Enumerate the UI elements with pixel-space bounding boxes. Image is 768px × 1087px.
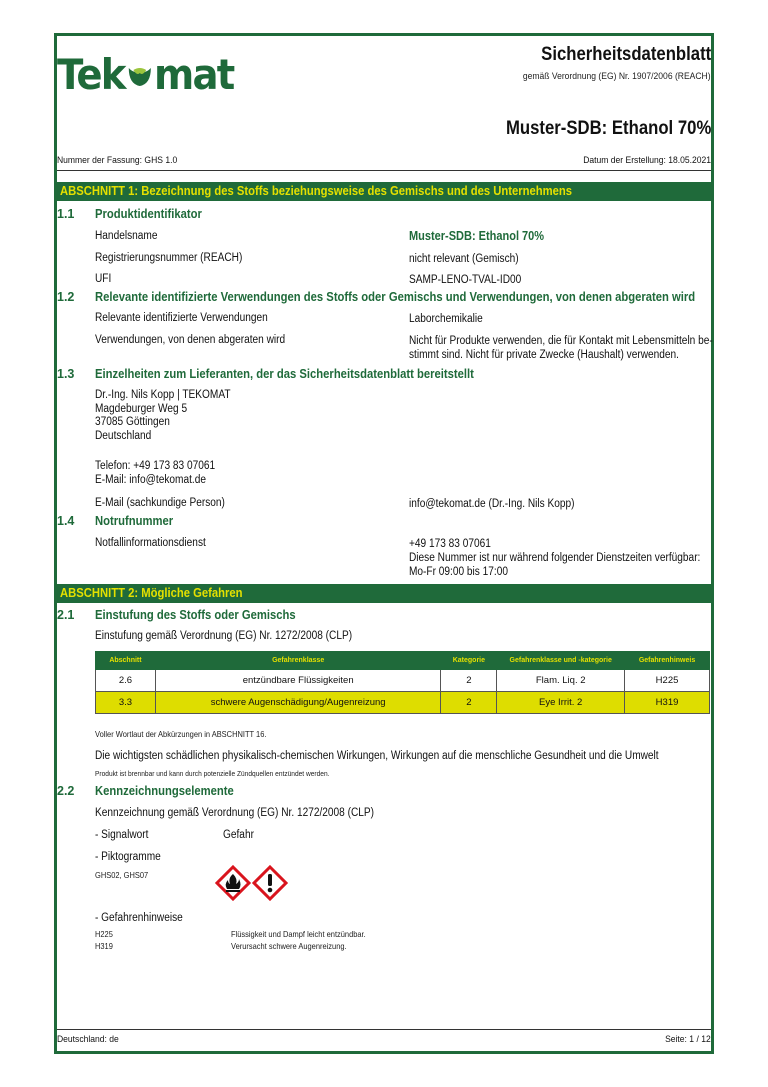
uses-advised-against-value-line1: Nicht für Produkte verwenden, die für Kontakt mit Lebensmitteln be- [409, 335, 713, 347]
address-line: Deutschland [95, 429, 152, 442]
table-header-row [96, 652, 710, 670]
supplier-phone: Telefon: +49 173 83 07061 [95, 460, 216, 472]
column-header: Gefahrenhinweis [625, 652, 710, 670]
ufi-label: UFI [95, 273, 112, 285]
exclamation-icon [252, 865, 288, 901]
table-cell: H319 [625, 692, 710, 714]
ufi-value: SAMP-LENO-TVAL-ID00 [409, 274, 522, 286]
hazard-text: Verursacht schwere Augenreizung. [231, 941, 347, 951]
trade-name-value: Muster-SDB: Ethanol 70% [409, 229, 545, 243]
table-row [96, 670, 710, 692]
column-header: Gefahrenklasse [155, 652, 441, 670]
subsection-2-1: 2.1 Einstufung des Stoffs oder Gemischs [57, 608, 296, 622]
expert-email-value[interactable]: info@tekomat.de (Dr.-Ing. Nils Kopp) [409, 498, 575, 510]
table-cell: 2 [441, 670, 497, 692]
address-line: Dr.-Ing. Nils Kopp | TEKOMAT [95, 389, 231, 401]
column-header: Abschnitt [96, 652, 156, 670]
footer-country: Deutschland: de [57, 1034, 119, 1045]
uses-advised-against-value-line2: stimmt sind. Nicht für private Zwecke (Haushalt) verwenden. [409, 349, 679, 361]
footer-divider [57, 1029, 711, 1030]
hazard-statements-label: - Gefahrenhinweise [95, 912, 183, 924]
pictogram-codes: GHS02, GHS07 [95, 870, 149, 880]
table-cell: 3.3 [96, 692, 156, 714]
pictograms-label: - Piktogramme [95, 851, 161, 863]
table-cell: Eye Irrit. 2 [497, 692, 625, 714]
adverse-effects-title: Die wichtigsten schädlichen physikalisch-chemischen Wirkungen, Wirkungen auf die menschliche Gesundheit und die Umwelt [95, 750, 659, 762]
emergency-phone: +49 173 83 07061 [409, 538, 491, 550]
identified-uses-value: Laborchemikalie [409, 313, 483, 325]
header-divider [57, 170, 711, 171]
supplier-contact [95, 460, 215, 487]
reach-number-label: Registrierungsnummer (REACH) [95, 252, 243, 264]
emergency-hours: Mo-Fr 09:00 bis 17:00 [409, 566, 509, 578]
column-header: Kategorie [441, 652, 497, 670]
subsection-1-1: 1.1 Produktidentifikator [57, 207, 202, 221]
creation-date: Datum der Erstellung: 18.05.2021 [583, 155, 711, 166]
flame-icon [215, 865, 251, 901]
adverse-effects-text: Produkt ist brennbar und kann durch potenzielle Zündquellen entzündet werden. [95, 769, 330, 778]
supplier-address [95, 389, 231, 443]
table-cell: 2 [441, 692, 497, 714]
column-header: Gefahrenklasse und -kategorie [497, 652, 625, 670]
table-cell: 2.6 [96, 670, 156, 692]
subsection-1-3: 1.3 Einzelheiten zum Lieferanten, der das Sicherheitsdatenblatt bereitstellt [57, 367, 474, 381]
subsection-1-2: 1.2 Relevante identifizierte Verwendungen des Stoffs oder Gemischs und Verwendungen, von denen abgeraten wird [57, 290, 696, 304]
hazard-classification-table [95, 651, 710, 714]
table-cell: Flam. Liq. 2 [497, 670, 625, 692]
reach-number-value: nicht relevant (Gemisch) [409, 253, 519, 265]
address-line: Magdeburger Weg 5 [95, 402, 188, 415]
address-line: 37085 Göttingen [95, 416, 170, 428]
hazard-code: H319 [95, 941, 113, 951]
signal-word-label: - Signalwort [95, 829, 149, 841]
abbreviation-note: Voller Wortlaut der Abkürzungen in ABSCHNITT 16. [95, 729, 267, 739]
version-number: Nummer der Fassung: GHS 1.0 [57, 155, 178, 166]
expert-email-label: E-Mail (sachkundige Person) [95, 497, 225, 509]
classification-intro: Einstufung gemäß Verordnung (EG) Nr. 1272/2008 (CLP) [95, 630, 353, 642]
identified-uses-label: Relevante identifizierte Verwendungen [95, 312, 268, 324]
hazard-code: H225 [95, 929, 113, 939]
supplier-email[interactable]: E-Mail: info@tekomat.de [95, 473, 206, 486]
section-1-header: ABSCHNITT 1: Bezeichnung des Stoffs beziehungsweise des Gemischs und des Unternehmens [57, 182, 711, 201]
section-2-header: ABSCHNITT 2: Mögliche Gefahren [57, 584, 711, 603]
document-title: Sicherheitsdatenblatt [540, 44, 711, 65]
logo-leaf-icon [126, 60, 154, 90]
ghs-pictograms [215, 865, 288, 901]
table-cell: H225 [625, 670, 710, 692]
signal-word-value: Gefahr [223, 829, 254, 841]
table-cell: entzündbare Flüssigkeiten [155, 670, 441, 692]
trade-name-label: Handelsname [95, 230, 158, 242]
subsection-1-4: 1.4 Notrufnummer [57, 514, 174, 528]
uses-advised-against-label: Verwendungen, von denen abgeraten wird [95, 334, 286, 346]
table-cell: schwere Augenschädigung/Augenreizung [155, 692, 441, 714]
labelling-intro: Kennzeichnung gemäß Verordnung (EG) Nr. 1272/2008 (CLP) [95, 807, 375, 819]
company-logo: Tek mat [57, 50, 234, 99]
subsection-2-2: 2.2 Kennzeichnungselemente [57, 784, 234, 798]
hazard-text: Flüssigkeit und Dampf leicht entzündbar. [231, 929, 366, 939]
page-number: Seite: 1 / 12 [665, 1034, 711, 1045]
table-row-highlighted [96, 692, 710, 714]
emergency-service-label: Notfallinformationsdienst [95, 537, 206, 549]
emergency-hours-note: Diese Nummer ist nur während folgender Dienstzeiten verfügbar: [409, 552, 701, 564]
product-title: Muster-SDB: Ethanol 70% [505, 118, 711, 139]
document-subtitle: gemäß Verordnung (EG) Nr. 1907/2006 (REACH) [523, 71, 711, 82]
